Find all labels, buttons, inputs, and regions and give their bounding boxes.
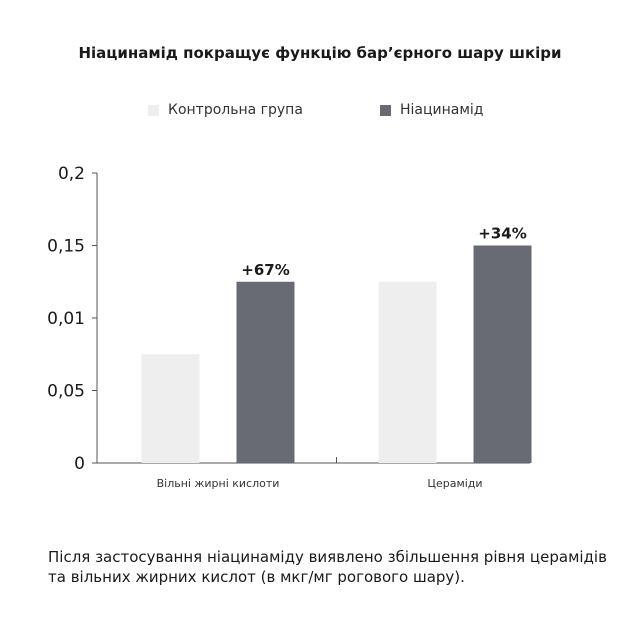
chart-caption: Після застосування ніацинаміду виявлено збільшення рівня церамідів та вільних жирних кислот (в мкг/мг рогового шару). [48,548,607,586]
legend-item-control [148,102,303,118]
legend-swatch-control [148,105,159,116]
bar-data-label: +67% [241,260,290,279]
bar-data-label: +34% [478,224,527,243]
bar-niacinamide [237,282,295,463]
y-tick-label: 0,05 [47,381,85,402]
y-tick-label: 0 [74,454,85,474]
bar-chart [0,150,640,500]
legend-label-control: Контрольна група [168,102,303,118]
x-category-label: Цераміди [427,477,483,490]
bar-control [379,282,437,463]
bar-control [142,354,200,463]
legend-item-niacinamide [380,102,484,118]
y-tick-label: 0,2 [57,164,85,184]
chart-legend [0,102,640,122]
bar-niacinamide [474,246,532,464]
y-tick-label: 0,01 [47,309,85,329]
chart-title: Ніацинамід покращує функцію бар’єрного шару шкіри [78,44,562,62]
y-tick-label: 0,15 [47,236,85,257]
x-category-label: Вільні жирні кислоти [156,477,280,490]
legend-label-niacinamide: Ніацинамід [400,102,484,118]
legend-swatch-niacinamide [380,105,391,116]
